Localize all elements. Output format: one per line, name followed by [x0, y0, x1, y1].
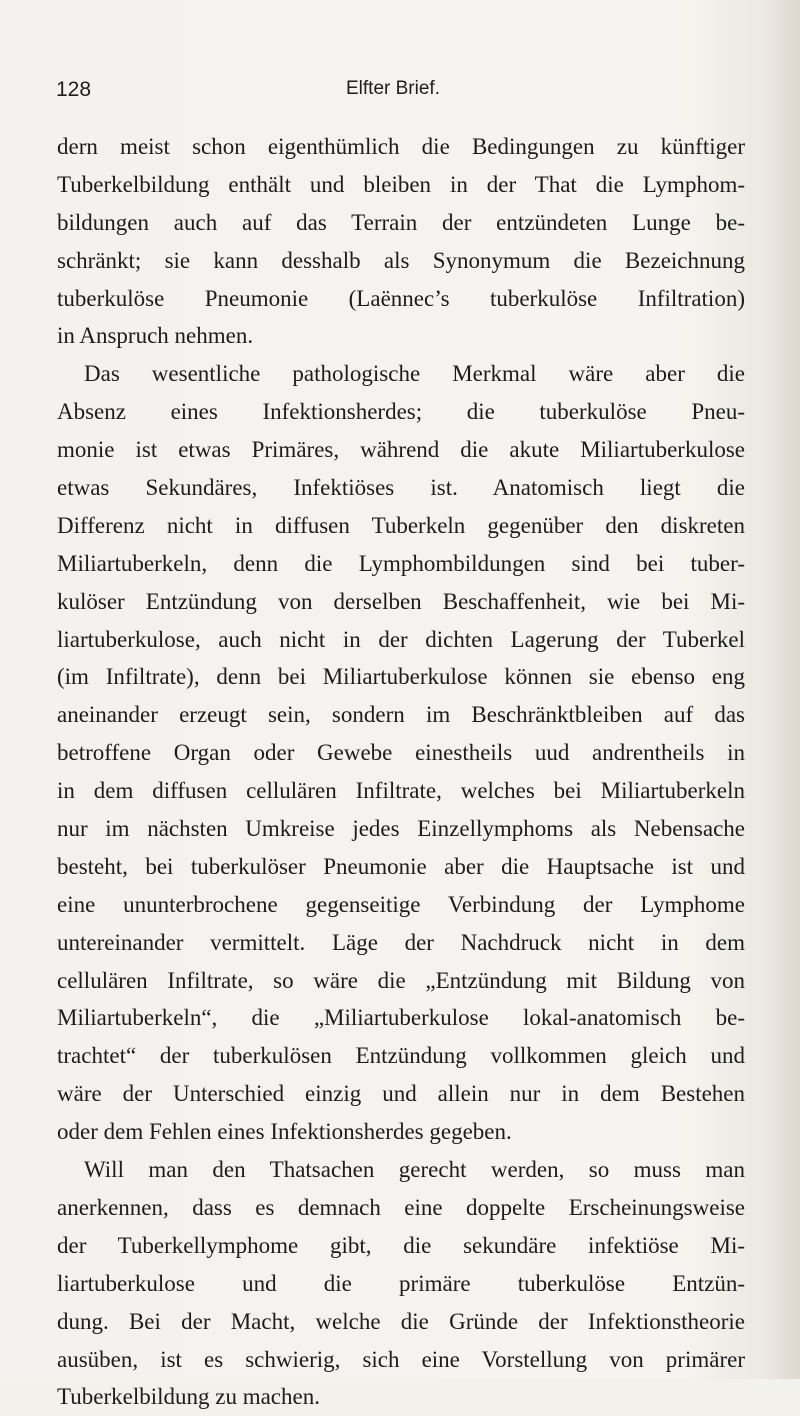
text-line: oder dem Fehlen eines Infektionsherdes gegeben.: [57, 1119, 512, 1145]
text-line: Absenz eines Infektionsherdes; die tuberkulöse Pneu-: [57, 399, 745, 425]
text-line: untereinander vermittelt. Läge der Nachdruck nicht in dem: [57, 929, 745, 955]
paragraph-start-line: Das wesentliche pathologische Merkmal wäre aber die: [84, 361, 745, 387]
text-line: Miliartuberkeln“, die „Miliartuberkulose lokal-anatomisch be-: [57, 1005, 745, 1031]
text-line: etwas Sekundäres, Infektiöses ist. Anatomisch liegt die: [57, 475, 745, 501]
text-line: nur im nächsten Umkreise jedes Einzellymphoms als Nebensache: [57, 816, 745, 842]
text-line: dung. Bei der Macht, welche die Gründe der Infektionstheorie: [57, 1308, 745, 1334]
text-line: Tuberkelbildung zu machen.: [57, 1384, 320, 1410]
body-text: [57, 128, 745, 1416]
page-number: 128: [56, 78, 92, 101]
text-line: wäre der Unterschied einzig und allein nur in dem Bestehen: [57, 1081, 745, 1107]
text-line: in dem diffusen cellulären Infiltrate, welches bei Miliartuberkeln: [57, 778, 745, 804]
text-line: ausüben, ist es schwierig, sich eine Vorstellung von primärer: [57, 1346, 745, 1372]
text-line: anerkennen, dass es demnach eine doppelte Erscheinungsweise: [57, 1194, 745, 1220]
text-line: in Anspruch nehmen.: [57, 323, 254, 349]
text-line: tuberkulöse Pneumonie (Laënnec’s tuberkulöse Infiltration): [57, 285, 745, 311]
text-line: liartuberkulose und die primäre tuberkulöse Entzün-: [57, 1270, 745, 1296]
text-line: cellulären Infiltrate, so wäre die „Entzündung mit Bildung von: [57, 967, 745, 993]
text-line: der Tuberkellymphome gibt, die sekundäre infektiöse Mi-: [57, 1232, 745, 1258]
text-line: Miliartuberkeln, denn die Lymphombildungen sind bei tuber-: [57, 550, 745, 576]
text-line: schränkt; sie kann desshalb als Synonymum die Bezeichnung: [57, 247, 745, 273]
text-line: dern meist schon eigenthümlich die Bedingungen zu künftiger: [57, 134, 745, 159]
text-line: kulöser Entzündung von derselben Beschaffenheit, wie bei Mi-: [57, 588, 745, 614]
text-line: monie ist etwas Primäres, während die akute Miliartuberkulose: [57, 437, 745, 463]
text-line: Tuberkelbildung enthält und bleiben in der That die Lymphom-: [57, 171, 745, 197]
text-line: (im Infiltrate), denn bei Miliartuberkulose können sie ebenso eng: [57, 664, 745, 690]
text-line: aneinander erzeugt sein, sondern im Beschränktbleiben auf das: [57, 702, 745, 728]
text-line: bildungen auch auf das Terrain der entzündeten Lunge be-: [57, 209, 745, 235]
paragraph-start-line: Will man den Thatsachen gerecht werden, so muss man: [84, 1157, 745, 1183]
text-line: eine ununterbrochene gegenseitige Verbindung der Lymphome: [57, 891, 745, 917]
text-line: betroffene Organ oder Gewebe einestheils uud andrentheils in: [57, 740, 745, 766]
page-header: [56, 78, 756, 108]
text-line: Differenz nicht in diffusen Tuberkeln gegenüber den diskreten: [57, 512, 745, 538]
text-line: liartuberkulose, auch nicht in der dichten Lagerung der Tuberkel: [57, 626, 745, 652]
text-line: trachtet“ der tuberkulösen Entzündung vollkommen gleich und: [57, 1043, 745, 1069]
running-title: Elfter Brief.: [346, 78, 440, 99]
text-line: besteht, bei tuberkulöser Pneumonie aber die Hauptsache ist und: [57, 853, 745, 879]
